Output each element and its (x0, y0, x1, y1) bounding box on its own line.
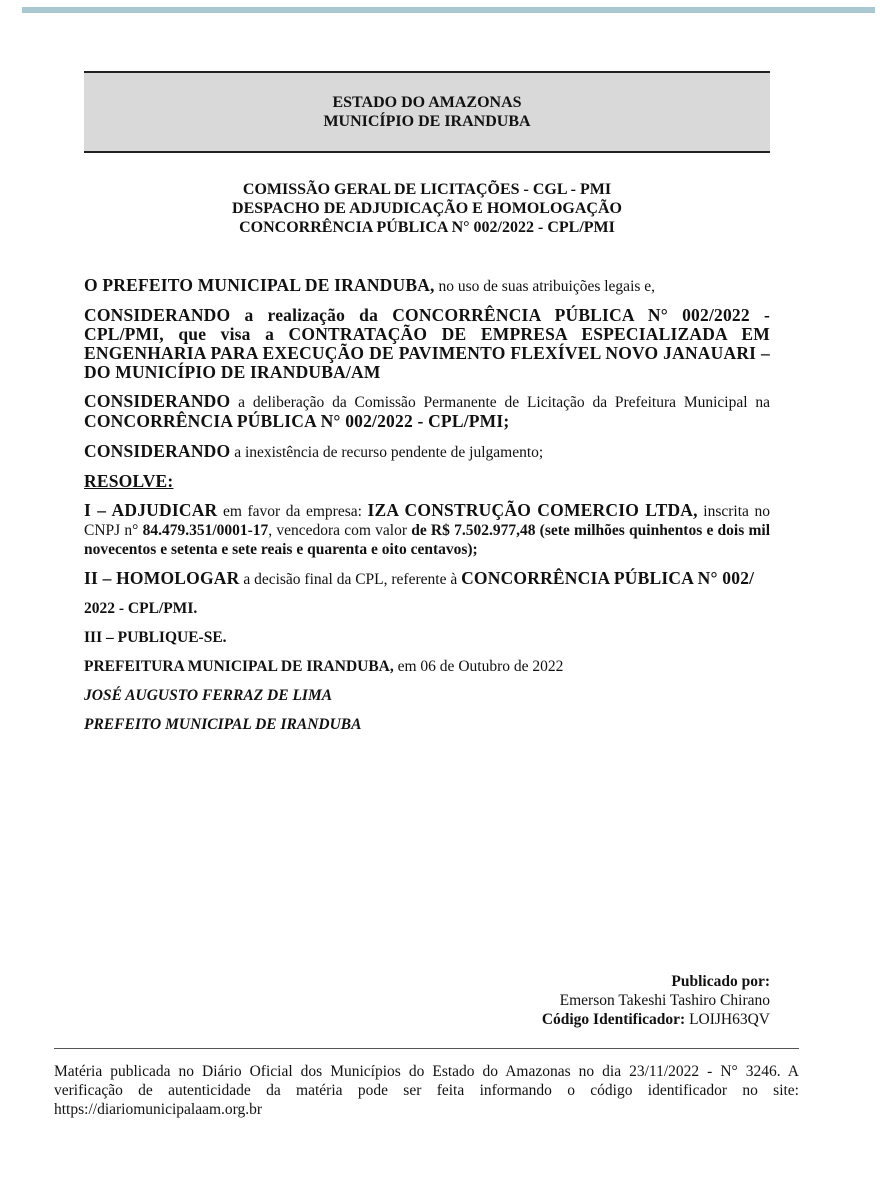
signer-name: JOSÉ AUGUSTO FERRAZ DE LIMA (84, 687, 333, 704)
intro-paragraph (84, 276, 770, 296)
top-divider-bar (22, 7, 875, 13)
item-homologar: II – HOMOLOGAR a decisão final da CPL, referente à CONCORRÊNCIA PÚBLICA N° 002/ (84, 568, 755, 588)
considerando-1: CONSIDERANDO a realização da CONCORRÊNCIA PÚBLICA N° 002/2022 - CPL/PMI, que visa a CONTRATAÇÃO DE EMPRESA ESPECIALIZADA EM ENGENHARIA PARA EXECUÇÃO DE PAVIMENTO FLEXÍVEL NOVO JANAUARI – DO MUNICÍPIO DE IRANDUBA/AM (84, 305, 770, 382)
state-name: ESTADO DO AMAZONAS (332, 94, 522, 111)
resolve-heading: RESOLVE: (84, 471, 174, 491)
document-body (84, 276, 770, 744)
signer-title: PREFEITO MUNICIPAL DE IRANDUBA (84, 716, 362, 733)
document-header (84, 71, 770, 153)
published-by-label: Publicado por: (671, 973, 770, 990)
intro-bold: O PREFEITO MUNICIPAL DE IRANDUBA, (84, 275, 435, 295)
item-publique: III – PUBLIQUE-SE. (84, 629, 227, 646)
intro-text: no uso de suas atribuições legais e, (434, 278, 656, 295)
footer-divider (54, 1048, 799, 1049)
identifier-code: Código Identificador: LOIJH63QV (541, 1011, 770, 1028)
municipality-name: MUNICÍPIO DE IRANDUBA (323, 113, 531, 130)
publisher-name: Emerson Takeshi Tashiro Chirano (559, 992, 770, 1009)
title-line-2: DESPACHO DE ADJUDICAÇÃO E HOMOLOGAÇÃO (232, 200, 622, 217)
document-title (84, 180, 770, 237)
considerando-2: CONSIDERANDO a deliberação da Comissão Permanente de Licitação da Prefeitura Municipal na CONCORRÊNCIA PÚBLICA N° 002/2022 - CPL/PMI; (84, 391, 770, 431)
publication-info (420, 972, 770, 1029)
title-line-3: CONCORRÊNCIA PÚBLICA N° 002/2022 - CPL/PMI (239, 219, 615, 236)
title-line-1: COMISSÃO GERAL DE LICITAÇÕES - CGL - PMI (242, 181, 612, 198)
place-and-date: PREFEITURA MUNICIPAL DE IRANDUBA, em 06 de Outubro de 2022 (84, 658, 564, 675)
item-homologar-continuation: 2022 - CPL/PMI. (84, 600, 198, 617)
footer-note: Matéria publicada no Diário Oficial dos Municípios do Estado do Amazonas no dia 23/11/2022 - N° 3246. A verificação de autenticidade da matéria pode ser feita informando o código identificador no site: https://diariomunicipalaam.org.br (54, 1063, 799, 1118)
item-adjudicar: I – ADJUDICAR em favor da empresa: IZA CONSTRUÇÃO COMERCIO LTDA, inscrita no CNPJ n° 84.479.351/0001-17, vencedora com valor de R$ 7.502.977,48 (sete milhões quinhentos e dois mil novecentos e setenta e sete reais e quarenta e oito centavos); (84, 500, 770, 558)
considerando-3: CONSIDERANDO a inexistência de recurso pendente de julgamento; (84, 441, 544, 461)
